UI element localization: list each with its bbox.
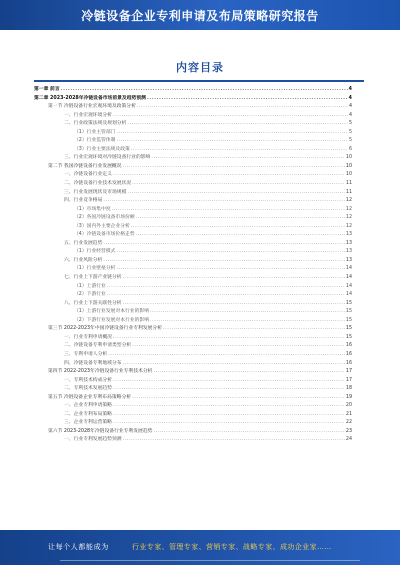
toc-entry-title: （1）行业壁垒分析	[74, 266, 116, 272]
toc-entry-title: 二、冷链设备行业技术发展状况	[64, 181, 132, 187]
toc-entry-title: （1）上游行业	[74, 283, 106, 289]
toc-leader-dots	[123, 274, 345, 283]
toc-entry-title: 一、行业专利发展趋势预测	[64, 437, 122, 443]
toc-entry[interactable]	[34, 428, 352, 437]
toc-entry-title: 二、企业专利布局策略	[64, 411, 112, 417]
toc-entry-title: 一、行业专利申请概况	[64, 334, 112, 340]
toc-entry-page: 14	[345, 283, 352, 289]
footer-slogan: 让每个人都能成为	[48, 543, 109, 551]
toc-entry-title: 三、行业宏观环境对冷链设备行业的影响	[64, 155, 151, 161]
toc-entry[interactable]	[34, 360, 352, 369]
footer-banner	[0, 530, 400, 565]
toc-entry-page: 5	[348, 121, 352, 127]
toc-entry-title: （2）下游行业发展对本行业的影响	[74, 317, 150, 323]
toc-entry-page: 12	[345, 206, 352, 212]
toc-entry-title: 一、行业宏观环境分析	[64, 112, 112, 118]
toc-entry[interactable]	[34, 223, 352, 232]
toc-leader-dots	[153, 368, 344, 377]
toc-entry-title: （1）行业经营模式	[74, 249, 116, 255]
toc-entry-title: 第四节 2022-2023年冷链设备行业专利技术分析	[48, 369, 153, 375]
toc-entry-page: 12	[345, 198, 352, 204]
toc-leader-dots	[163, 325, 345, 334]
toc-entry-page: 13	[345, 240, 352, 246]
toc-leader-dots	[113, 402, 345, 411]
toc-leader-dots	[116, 265, 344, 274]
toc-leader-dots	[122, 163, 344, 172]
toc-entry-page: 10	[345, 163, 352, 169]
toc-entry[interactable]	[34, 103, 352, 112]
toc-entry-page: 13	[345, 249, 352, 255]
toc-leader-dots	[112, 206, 345, 215]
toc-entry-page: 13	[345, 232, 352, 238]
toc-leader-dots	[123, 360, 345, 369]
toc-entry-title: （1）行业主管部门	[74, 129, 116, 135]
toc-leader-dots	[131, 146, 348, 155]
toc-entry-page: 18	[345, 386, 352, 392]
header-banner	[0, 0, 400, 30]
toc-entry-page: 17	[345, 377, 352, 383]
toc-entry-title: （2）下游行业	[74, 292, 106, 298]
toc-entry-title: 三、专利申请人分析	[64, 351, 108, 357]
toc-entry[interactable]	[34, 189, 352, 198]
toc-entry-title: 三、企业专利运营策略	[64, 420, 112, 426]
toc-leader-dots	[103, 257, 345, 266]
toc-leader-dots	[132, 342, 345, 351]
toc-entry-page: 4	[348, 112, 352, 118]
toc-entry-title: （4）冷链设备市场价格走势	[74, 232, 135, 238]
toc-leader-dots	[151, 154, 345, 163]
toc-entry[interactable]	[34, 385, 352, 394]
toc-entry-page: 11	[345, 181, 352, 187]
toc-leader-dots	[147, 95, 348, 104]
toc-entry-title: 二、行业政策法规及规划分析	[64, 121, 127, 127]
table-of-contents	[34, 86, 352, 445]
toc-leader-dots	[108, 351, 345, 360]
toc-leader-dots	[113, 334, 345, 343]
toc-entry-page: 4	[348, 104, 352, 110]
toc-entry-title: 二、冷链设备专利申请类型分析	[64, 343, 132, 349]
toc-leader-dots	[123, 300, 345, 309]
toc-entry[interactable]	[34, 394, 352, 403]
toc-entry[interactable]	[34, 351, 352, 360]
toc-entry-page: 10	[345, 172, 352, 178]
toc-leader-dots	[123, 436, 345, 445]
toc-entry[interactable]	[34, 171, 352, 180]
toc-entry[interactable]	[34, 265, 352, 274]
toc-entry[interactable]	[34, 419, 352, 428]
toc-leader-dots	[131, 223, 345, 232]
toc-entry[interactable]	[34, 308, 352, 317]
toc-entry[interactable]	[34, 411, 352, 420]
toc-entry-title: （1）市场集中度	[74, 206, 111, 212]
toc-entry-page: 22	[345, 420, 352, 426]
toc-leader-dots	[113, 419, 345, 428]
toc-entry-title: （2）各国冷链设备市场份额	[74, 215, 135, 221]
toc-entry-title: 第三节 2022-2023年中国冷链设备行业专利发展分析	[48, 326, 163, 332]
toc-entry[interactable]	[34, 240, 352, 249]
toc-entry-title: 四、冷链设备专利地域分布	[64, 360, 122, 366]
toc-leader-dots	[113, 385, 345, 394]
toc-leader-dots	[136, 214, 345, 223]
toc-entry-page: 5	[348, 129, 352, 135]
toc-entry[interactable]	[34, 214, 352, 223]
toc-leader-dots	[150, 317, 345, 326]
toc-entry-title: 五、行业发展趋势	[64, 240, 103, 246]
toc-entry[interactable]	[34, 112, 352, 121]
toc-entry[interactable]	[34, 300, 352, 309]
toc-entry-page: 4	[348, 87, 352, 92]
toc-leader-dots	[116, 137, 348, 146]
toc-entry[interactable]	[34, 257, 352, 266]
toc-entry-page: 5	[348, 138, 352, 144]
toc-leader-dots	[103, 197, 345, 206]
toc-entry[interactable]	[34, 402, 352, 411]
toc-entry-page: 15	[345, 300, 352, 306]
toc-entry-page: 15	[345, 309, 352, 315]
toc-entry[interactable]	[34, 283, 352, 292]
toc-entry[interactable]	[34, 436, 352, 445]
toc-leader-dots	[107, 291, 345, 300]
toc-leader-dots	[136, 231, 345, 240]
toc-entry-page: 16	[345, 343, 352, 349]
toc-entry-page: 19	[345, 394, 352, 400]
toc-entry[interactable]	[34, 197, 352, 206]
toc-entry[interactable]	[34, 180, 352, 189]
toc-entry-title: 第二章 2023-2028年冷链设备市场前景及趋势预测	[34, 95, 146, 101]
toc-entry-title: （3）国内外主要企业分析	[74, 223, 130, 229]
toc-entry-title: 第一章 前言	[34, 87, 60, 92]
toc-entry[interactable]	[34, 248, 352, 257]
toc-entry-page: 15	[345, 334, 352, 340]
toc-entry-title: 六、行业风险分析	[64, 257, 103, 263]
toc-entry-page: 24	[345, 437, 352, 443]
toc-entry-page: 20	[345, 403, 352, 409]
toc-leader-dots	[137, 103, 348, 112]
toc-entry[interactable]	[34, 334, 352, 343]
toc-leader-dots	[116, 129, 348, 138]
toc-leader-dots	[61, 86, 348, 95]
toc-entry-title: 一、专利技术构成分析	[64, 377, 112, 383]
toc-entry[interactable]	[34, 368, 352, 377]
toc-entry-title: 第一节 冷链设备行业宏观环境及政策分析	[48, 104, 136, 110]
toc-leader-dots	[132, 180, 345, 189]
toc-entry-page: 10	[345, 155, 352, 161]
toc-leader-dots	[116, 248, 344, 257]
toc-entry[interactable]	[34, 291, 352, 300]
toc-leader-dots	[113, 112, 348, 121]
toc-entry-title: （3）行业主要法规及政策	[74, 146, 130, 152]
toc-entry-page: 12	[345, 215, 352, 221]
toc-entry[interactable]	[34, 146, 352, 155]
toc-leader-dots	[103, 240, 345, 249]
toc-entry[interactable]	[34, 342, 352, 351]
toc-entry-title: 八、行业上下游关联性分析	[64, 300, 122, 306]
toc-entry-page: 6	[348, 146, 352, 152]
toc-leader-dots	[113, 411, 345, 420]
toc-entry-page: 16	[345, 351, 352, 357]
toc-entry-page: 13	[345, 257, 352, 263]
toc-entry-page: 12	[345, 223, 352, 229]
toc-entry[interactable]	[34, 325, 352, 334]
toc-entry[interactable]	[34, 154, 352, 163]
toc-entry-title: 一、冷链设备行业定义	[64, 172, 112, 178]
toc-entry-title: （2）行业监管体制	[74, 138, 116, 144]
toc-leader-dots	[113, 171, 345, 180]
toc-entry-page: 11	[345, 189, 352, 195]
toc-entry[interactable]	[34, 163, 352, 172]
toc-entry[interactable]	[34, 231, 352, 240]
toc-leader-dots	[127, 189, 345, 198]
toc-entry[interactable]	[34, 317, 352, 326]
toc-entry-title: 第二节 我国冷链设备行业发展概况	[48, 163, 122, 169]
toc-entry-page: 14	[345, 292, 352, 298]
toc-entry-title: 七、行业上下游产业链分析	[64, 275, 122, 281]
toc-leader-dots	[150, 308, 345, 317]
toc-entry-title: 三、行业发展现状及市场规模	[64, 189, 127, 195]
toc-entry[interactable]	[34, 206, 352, 215]
toc-entry-page: 21	[345, 411, 352, 417]
toc-entry[interactable]	[34, 137, 352, 146]
report-title: 冷链设备企业专利申请及布局策略研究报告	[81, 9, 319, 23]
toc-entry-page: 16	[345, 360, 352, 366]
toc-entry[interactable]	[34, 129, 352, 138]
toc-entry[interactable]	[34, 377, 352, 386]
toc-heading: 内容目录	[176, 61, 224, 74]
toc-entry-page: 23	[345, 428, 352, 434]
toc-entry-title: 一、企业专利申请策略	[64, 403, 112, 409]
toc-leader-dots	[127, 120, 348, 129]
toc-entry-page: 4	[348, 95, 352, 101]
footer-slogan-roles: 行业专家、管理专家、营销专家、战略专家、成功企业家……	[132, 543, 332, 551]
toc-leader-dots	[113, 377, 345, 386]
toc-entry-title: 二、专利技术发展趋势	[64, 386, 112, 392]
toc-entry-page: 14	[345, 275, 352, 281]
toc-entry-title: 四、行业竞争格局	[64, 198, 103, 204]
toc-leader-dots	[153, 428, 344, 437]
footer-divider	[60, 560, 360, 561]
toc-entry[interactable]	[34, 274, 352, 283]
toc-leader-dots	[132, 394, 345, 403]
toc-entry-page: 17	[345, 369, 352, 375]
toc-entry-title: 第六节 2023-2028年冷链设备行业专利发展趋势	[48, 428, 153, 434]
toc-leader-dots	[107, 283, 345, 292]
toc-entry-page: 14	[345, 266, 352, 272]
toc-entry-title: （1）上游行业发展对本行业的影响	[74, 309, 150, 315]
toc-entry[interactable]	[34, 120, 352, 129]
toc-entry[interactable]	[34, 95, 352, 104]
toc-entry-page: 15	[345, 326, 352, 332]
toc-entry-page: 15	[345, 317, 352, 323]
toc-entry[interactable]	[34, 86, 352, 95]
toc-entry-title: 第五节 冷链设备企业专利布局策略分析	[48, 394, 132, 400]
toc-divider	[34, 80, 364, 82]
